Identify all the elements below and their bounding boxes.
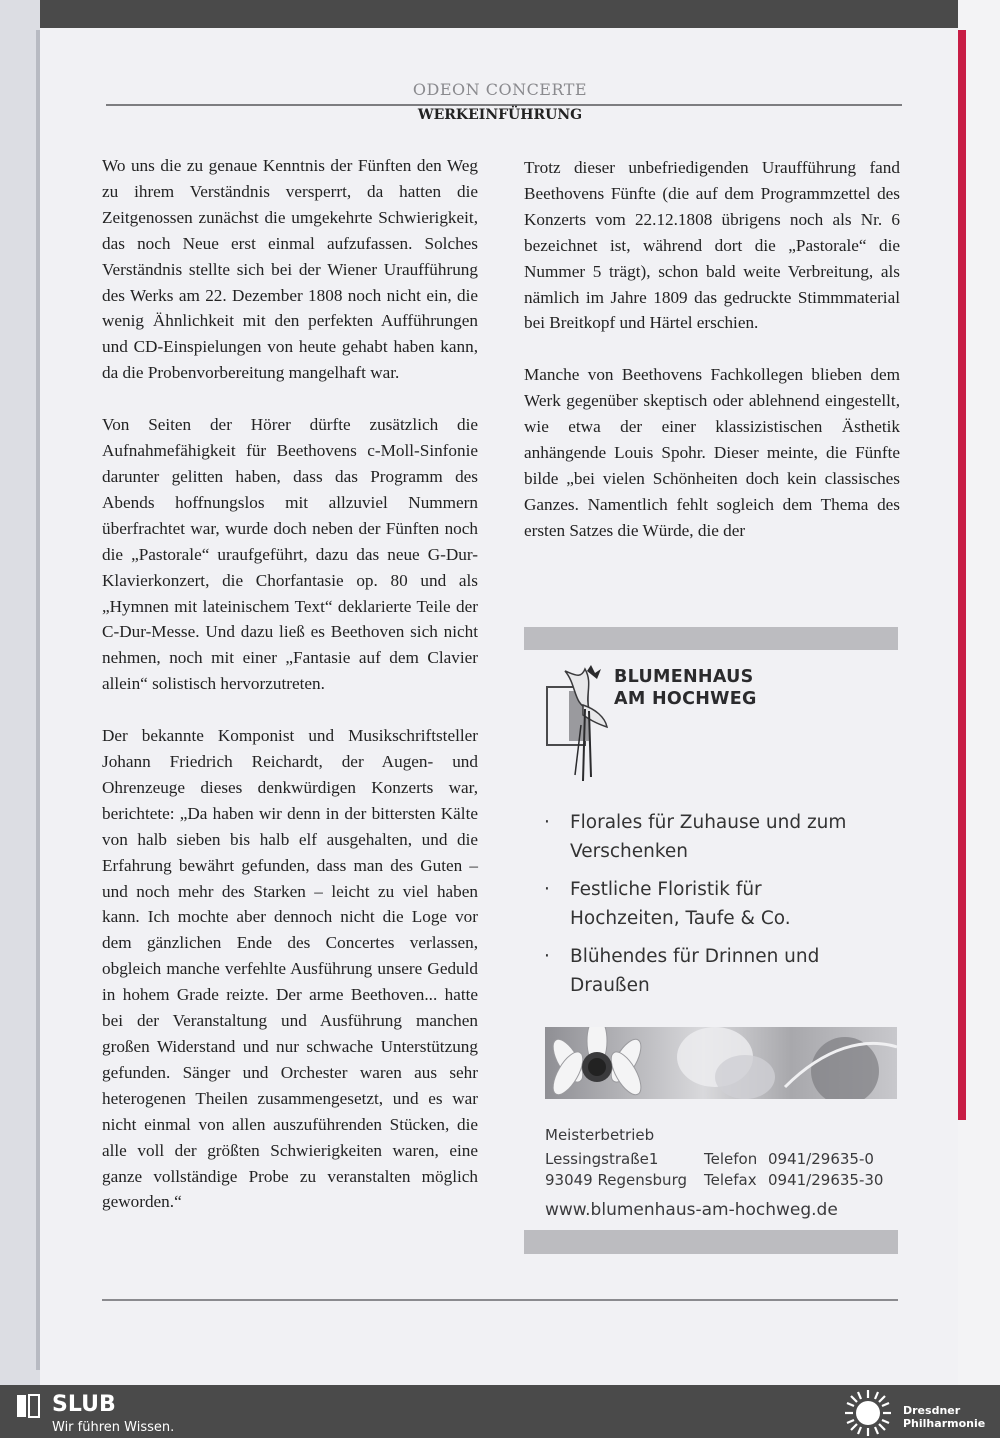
bullet-icon: ·	[544, 879, 550, 900]
ad-phone: 0941/29635-0	[768, 1150, 874, 1168]
ad-street: Lessingstraße1	[545, 1150, 659, 1168]
previous-page-edge	[0, 0, 40, 1385]
paragraph: Von Seiten der Hörer dürfte zusätzlich die Aufnahmefähigkeit für Beethovens c-Moll-Sinfonie darunter gelitten haben, dass das Programm des Abends hoffnungslos mit allzuviel Nummern überfrachtet war, wurde doch neben der Fünften noch die „Pastorale“ uraufgeführt, dazu das neue G-Dur-Klavierkonzert, die Chorfantasie op. 80 und als „Hymnen mit lateinischem Text“ deklarierte Teile der C-Dur-Messe. Und dazu ließ es Beethoven sich nicht nehmen, noch mit einer „Fantasie auf dem Clavier allein“ solistisch hervorzutreten.	[102, 415, 478, 694]
bullet-icon: ·	[544, 946, 550, 967]
next-page-edge	[958, 0, 1000, 1385]
slub-title: SLUB	[52, 1392, 116, 1417]
brand-line-2: AM HOCHWEG	[614, 689, 757, 709]
running-head-section: WERKEINFÜHRUNG	[417, 107, 583, 123]
bullet-text: Festliche Floristik für Hochzeiten, Taufe & Co.	[570, 879, 791, 929]
philharmonie-line-2: Philharmonie	[903, 1417, 986, 1430]
ad-top-bar	[524, 627, 898, 650]
ad-website: www.blumenhaus-am-hochweg.de	[545, 1200, 838, 1220]
cover-edge-stripe	[958, 30, 966, 1120]
ad-city: 93049 Regensburg	[545, 1171, 687, 1189]
paragraph: Manche von Beethovens Fachkollegen blieben dem Werk gegenüber skeptisch oder ablehnend eingestellt, wie etwa der einer klassizistischen Ästhetik anhängende Louis Spohr. Dieser meinte, die Fünfte bilde „bei vielen Schönheiten doch kein classisches Ganzes. Namentlich fehlt sogleich dem Thema des ersten Satzes die Würde, die der	[524, 365, 900, 540]
slub-book-icon	[15, 1393, 41, 1419]
paragraph: Trotz dieser unbefriedigenden Uraufführung fand Beethovens Fünfte (die auf dem Programmzettel des Konzerts vom 22.12.1808 übrigens noch als Nr. 6 bezeichnet ist, während dort die „Pastorale“ die Nummer 5 trägt), schon bald weite Verbreitung, als nämlich im Jahre 1809 das gedruckte Stimmmaterial bei Breitkopf und Härtel erschien.	[524, 158, 900, 333]
bullet-icon: ·	[544, 812, 550, 833]
list-item	[540, 942, 870, 1000]
philharmonie-logo-icon	[843, 1388, 893, 1438]
philharmonie-wordmark	[903, 1404, 985, 1430]
left-text-column	[102, 153, 478, 1241]
paragraph: Wo uns die zu genaue Kenntnis der Fünften den Weg zu ihrem Verständnis versperrt, da hatten die Zeitgenossen zunächst die umgekehrte Schwierigkeit, das noch Neue erst einmal aufzufassen. Solches Verständnis stellte sich bei der Wiener Uraufführung des Werks am 22. Dezember 1808 noch nicht ein, die wenig Ähnlichkeit mit den perfekten Aufführungen und CD-Einspielungen von heute gehabt haben kann, da die Probenvorbereitung mangelhaft war.	[102, 156, 478, 383]
ad-fax-label: Telefax	[704, 1171, 757, 1189]
ad-brand-name	[614, 666, 757, 710]
flower-logo-icon	[545, 665, 611, 783]
ad-bottom-bar	[524, 1230, 898, 1254]
slub-tagline: Wir führen Wissen.	[52, 1420, 175, 1435]
flower-photo-strip	[545, 1027, 897, 1099]
bullet-text: Florales für Zuhause und zum Verschenken	[570, 812, 847, 862]
header-rule	[106, 104, 902, 106]
list-item	[540, 875, 870, 933]
bullet-text: Blühendes für Drinnen und Draußen	[570, 946, 820, 996]
ad-meisterbetrieb: Meisterbetrieb	[545, 1126, 655, 1144]
paragraph: Der bekannte Komponist und Musikschriftsteller Johann Friedrich Reichardt, der Augen- und Ohrenzeuge dieses denkwürdigen Konzerts war, berichtete: „Da haben wir denn in der bittersten Kälte von halb sieben bis halb elf ausgehalten, und die Erfahrung bewährt gefunden, dass man des Guten – und noch mehr des Starken – leicht zu viel haben kann. Ich mochte aber dennoch nicht die Loge vor dem gänzlichen Ende des Concertes verlassen, obgleich manche verfehlte Ausführung unsere Geduld in hohem Grade reizte. Der arme Beethoven... hatte bei der Veranstaltung und Ausführung manchen großen Widerstand und nur schwache Unterstützung gefunden. Sänger und Orchester waren aus sehr heterogenen Theilen zusammengesetzt, und es war nicht einmal von allen auszuführenden Stücken, die alle voll der größten Schwierigkeiten waren, eine ganze vollständige Probe zu veranstalten möglich geworden.“	[102, 726, 478, 1212]
right-text-column	[524, 155, 900, 570]
ad-fax: 0941/29635-30	[768, 1171, 884, 1189]
brand-line-1: BLUMENHAUS	[614, 667, 754, 687]
footer-rule	[102, 1299, 898, 1301]
running-head-brand: ODEON CONCERTE	[412, 80, 588, 99]
ad-bullet-list	[540, 808, 870, 1009]
philharmonie-line-1: Dresdner	[903, 1404, 961, 1417]
list-item	[540, 808, 870, 866]
ad-phone-label: Telefon	[704, 1150, 758, 1168]
flower-photo-icon	[545, 1027, 897, 1099]
